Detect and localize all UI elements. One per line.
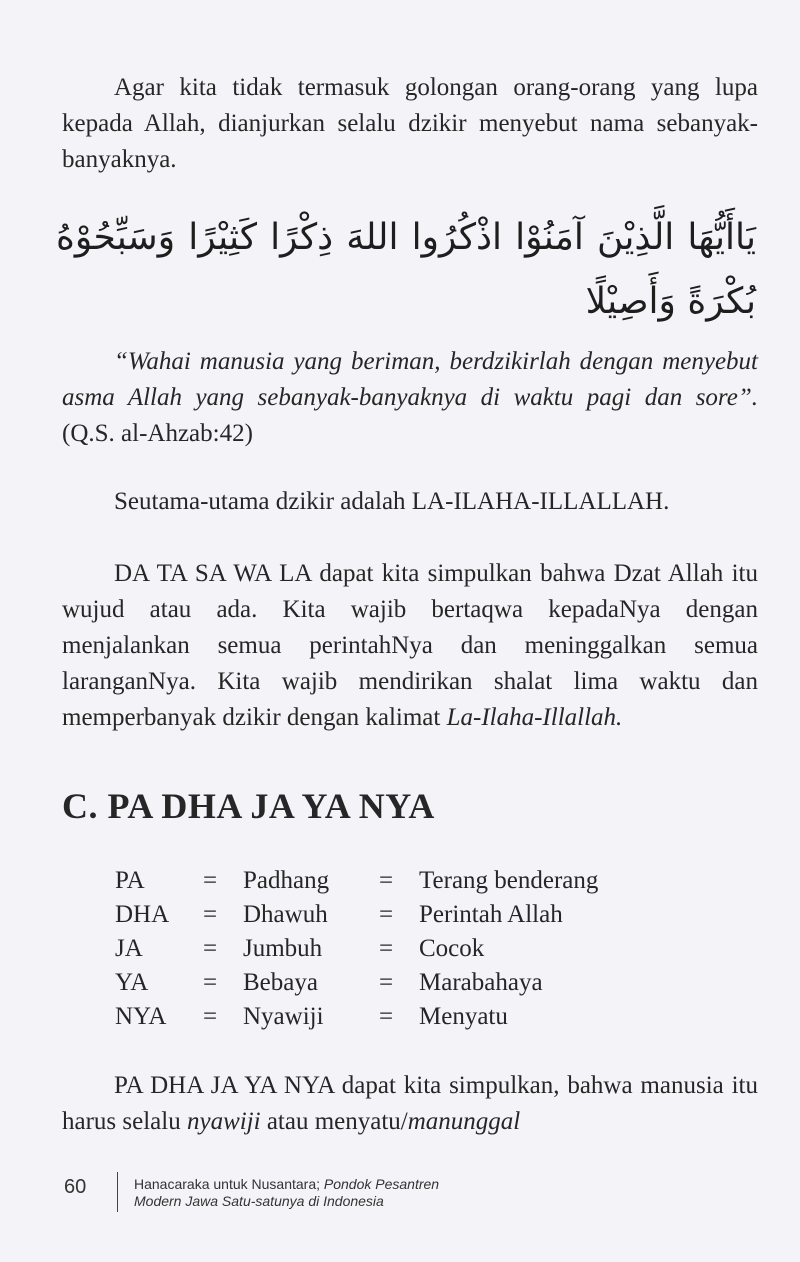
dzikir-paragraph: Seutama-utama dzikir adalah LA-ILAHA-ILLALLAH. <box>114 488 670 515</box>
conclusion-mid: atau menyatu/ <box>266 1108 408 1135</box>
footer-title: Hanacaraka untuk Nusantara; <box>134 1176 320 1192</box>
page-number: 60 <box>64 1176 87 1198</box>
running-footer <box>134 1176 439 1210</box>
conclusion-manunggal: manunggal <box>407 1108 521 1135</box>
term-abbreviation: NYA <box>115 1003 167 1030</box>
term-equals: = <box>203 969 218 996</box>
summary-paragraph <box>62 556 758 736</box>
quote-translation: “Wahai manusia yang beriman, berdzikirlah dengan menyebut asma Allah yang sebanyak-banyaknya di waktu pagi dan sore”. <box>62 348 758 411</box>
quote-paragraph <box>62 344 758 452</box>
footer-divider <box>117 1172 118 1212</box>
term-equals: = <box>203 1003 218 1030</box>
term-row <box>115 1000 598 1034</box>
term-row <box>115 932 598 966</box>
footer-subtitle-2: Modern Jawa Satu-satunya di Indonesia <box>134 1193 384 1209</box>
term-meaning: Terang benderang <box>419 867 599 894</box>
term-meaning: Perintah Allah <box>419 901 563 928</box>
term-row <box>115 864 598 898</box>
term-row <box>115 898 598 932</box>
term-abbreviation: JA <box>115 935 143 962</box>
term-abbreviation: DHA <box>115 901 170 928</box>
term-equals: = <box>379 901 394 928</box>
summary-kalimat: La-Ilaha-Illallah. <box>446 704 623 731</box>
terms-table <box>115 864 598 1034</box>
term-javanese: Nyawiji <box>243 1003 324 1030</box>
term-abbreviation: YA <box>115 969 149 996</box>
term-equals: = <box>379 969 394 996</box>
conclusion-nyawiji: nyawiji <box>186 1108 261 1135</box>
term-equals: = <box>379 1003 394 1030</box>
term-javanese: Jumbuh <box>243 935 323 962</box>
term-meaning: Marabahaya <box>419 969 543 996</box>
term-equals: = <box>379 935 394 962</box>
term-meaning: Menyatu <box>419 1003 508 1030</box>
term-equals: = <box>203 935 218 962</box>
conclusion-text: PA DHA JA YA NYA dapat kita simpulkan, bahwa manusia itu harus selalu <box>62 1072 758 1135</box>
term-abbreviation: PA <box>115 867 145 894</box>
arabic-verse: يَاأَيُّهَا الَّذِيْنَ آمَنُوْا اذْكُرُوا اللهَ ذِكْرًا كَثِيْرًا وَسَبِّحُوْهُ بُكْرَةً وَأَصِيْلًا <box>56 217 756 322</box>
term-equals: = <box>379 867 394 894</box>
term-meaning: Cocok <box>419 935 485 962</box>
term-javanese: Dhawuh <box>243 901 328 928</box>
term-equals: = <box>203 901 218 928</box>
term-javanese: Bebaya <box>243 969 318 996</box>
term-row <box>115 966 598 1000</box>
footer-subtitle-1: Pondok Pesantren <box>323 1176 440 1192</box>
term-equals: = <box>203 867 218 894</box>
intro-paragraph: Agar kita tidak termasuk golongan orang-orang yang lupa kepada Allah, dianjurkan selalu dzikir menyebut nama sebanyak-banyaknya. <box>62 74 758 173</box>
term-javanese: Padhang <box>243 867 330 894</box>
conclusion-paragraph <box>62 1068 758 1140</box>
quote-reference: (Q.S. al-Ahzab:42) <box>62 420 253 447</box>
summary-text: DA TA SA WA LA dapat kita simpulkan bahwa Dzat Allah itu wujud atau ada. Kita wajib bertaqwa kepadaNya dengan menjalankan semua perintahNya dan meninggalkan semua laranganNya. Kita wajib mendirikan shalat lima waktu dan memperbanyak dzikir dengan kalimat <box>62 560 758 731</box>
section-heading: C. PA DHA JA YA NYA <box>62 786 435 826</box>
